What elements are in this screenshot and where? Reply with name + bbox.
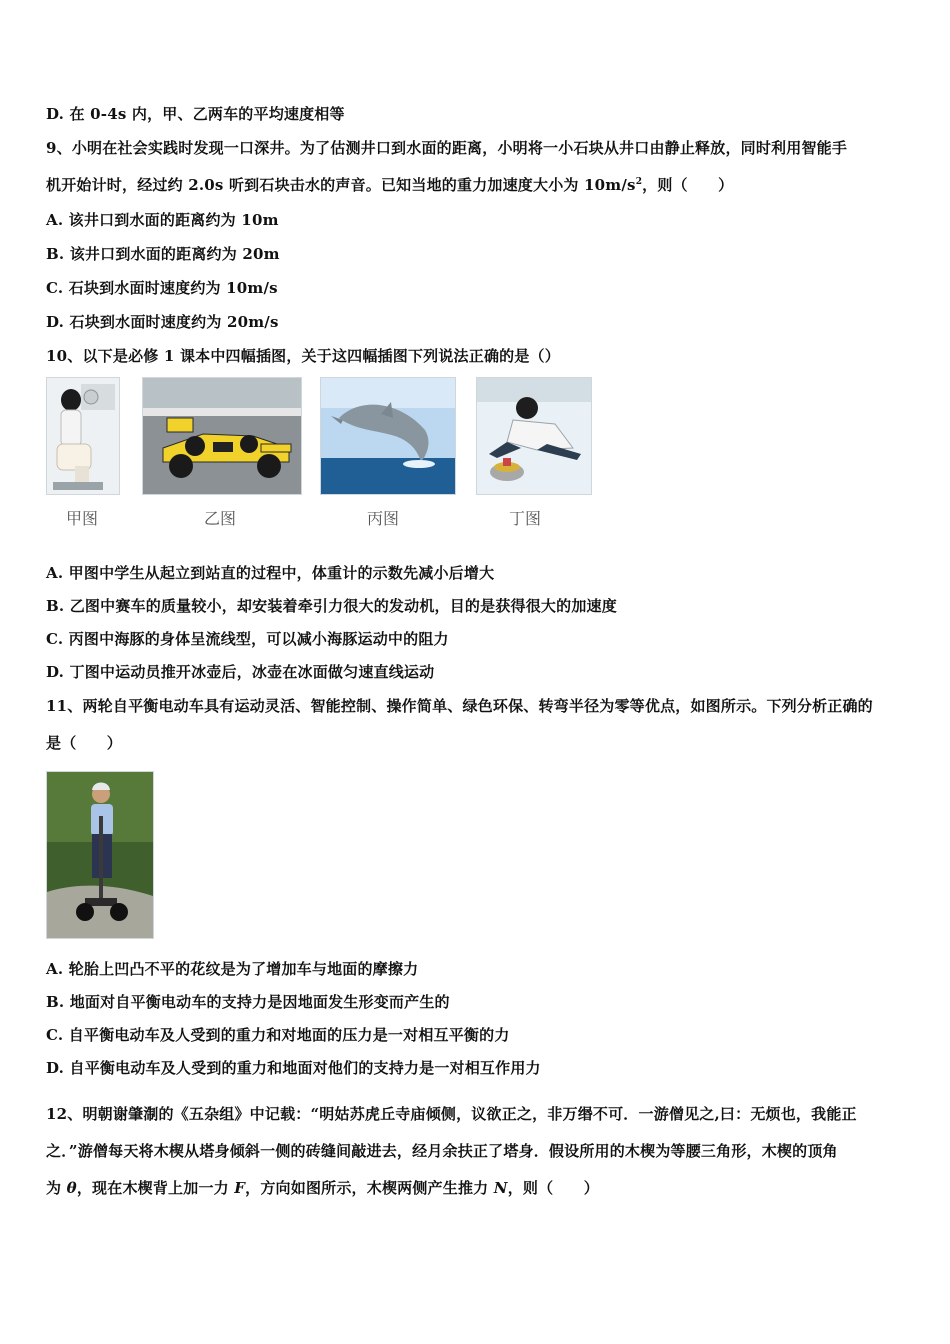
figure-bing-dolphin <box>320 377 456 495</box>
q12-text-d: ，则（ ） <box>507 1179 599 1197</box>
q11-option-d: D. 自平衡电动车及人受到的重力和地面对他们的支持力是一对相互作用力 <box>46 1059 541 1077</box>
q9-stem-line2 <box>46 174 733 195</box>
q9-stem-text: 机开始计时，经过约 2.0s 听到石块击水的声音。已知当地的重力加速度大小为 10m/s <box>46 176 636 194</box>
theta-symbol: θ <box>66 1179 77 1197</box>
q10-stem: 10、以下是必修 1 课本中四幅插图，关于这四幅插图下列说法正确的是（） <box>46 347 560 365</box>
caption-ding: 丁图 <box>509 509 542 528</box>
q9-option-a: A. 该井口到水面的距离约为 10m <box>46 211 279 229</box>
q12-text-b: ，现在木楔背上加一力 <box>76 1179 235 1197</box>
q12-text-c: ，方向如图所示，木楔两侧产生推力 <box>245 1179 494 1197</box>
force-f-symbol: F <box>234 1179 246 1197</box>
figure-jia-student-scale <box>46 377 120 495</box>
q9-option-b: B. 该井口到水面的距离约为 20m <box>46 245 280 263</box>
force-n-symbol: N <box>493 1179 508 1197</box>
q9-exponent: 2 <box>635 177 643 187</box>
q11-option-a: A. 轮胎上凹凸不平的花纹是为了增加车与地面的摩擦力 <box>46 960 419 978</box>
q10-option-c: C. 丙图中海豚的身体呈流线型，可以减小海豚运动中的阻力 <box>46 630 449 648</box>
q11-option-c: C. 自平衡电动车及人受到的重力和对地面的压力是一对相互平衡的力 <box>46 1026 510 1044</box>
figure-balance-scooter <box>46 771 154 939</box>
balance-scooter-drawing <box>47 772 153 938</box>
caption-bing: 丙图 <box>367 509 400 528</box>
q11-stem-line1: 11、两轮自平衡电动车具有运动灵活、智能控制、操作简单、绿色环保、转弯半径为零等优点，如图所示。下列分析正确的 <box>46 697 873 715</box>
q12-stem-line2: 之．”游僧每天将木楔从塔身倾斜一侧的砖缝间敲进去，经月余扶正了塔身．假设所用的木楔为等腰三角形，木楔的顶角 <box>46 1142 838 1160</box>
dolphin-drawing <box>321 378 455 494</box>
q10-option-a: A. 甲图中学生从起立到站直的过程中，体重计的示数先减小后增大 <box>46 564 495 582</box>
q9-option-d: D. 石块到水面时速度约为 20m/s <box>46 313 279 331</box>
student-scale-drawing <box>47 378 119 494</box>
caption-jia: 甲图 <box>66 509 99 528</box>
q12-stem-line1: 12、明朝谢肇淛的《五杂组》中记载：“明姑苏虎丘寺庙倾侧，议欲正之，非万缗不可．一游僧见之,曰：无烦也，我能正 <box>46 1105 857 1123</box>
race-car-drawing <box>143 378 301 494</box>
q11-option-b: B. 地面对自平衡电动车的支持力是因地面发生形变而产生的 <box>46 993 450 1011</box>
q11-stem-line2: 是（ ） <box>46 734 123 752</box>
curling-drawing <box>477 378 591 494</box>
caption-yi: 乙图 <box>204 509 237 528</box>
q9-stem-line1: 9、小明在社会实践时发现一口深井。为了估测井口到水面的距离，小明将一小石块从井口由静止释放，同时利用智能手 <box>46 139 848 157</box>
q12-stem-line3 <box>46 1177 599 1198</box>
q9-option-c: C. 石块到水面时速度约为 10m/s <box>46 279 278 297</box>
figure-ding-curling <box>476 377 592 495</box>
q12-text-a: 为 <box>46 1179 67 1197</box>
q9-stem-tail: ，则（ ） <box>642 176 734 194</box>
q10-option-d: D. 丁图中运动员推开冰壶后，冰壶在冰面做匀速直线运动 <box>46 663 435 681</box>
figure-yi-race-car <box>142 377 302 495</box>
q8-option-d: D. 在 0-4s 内，甲、乙两车的平均速度相等 <box>46 105 345 123</box>
q10-option-b: B. 乙图中赛车的质量较小，却安装着牵引力很大的发动机，目的是获得很大的加速度 <box>46 597 617 615</box>
